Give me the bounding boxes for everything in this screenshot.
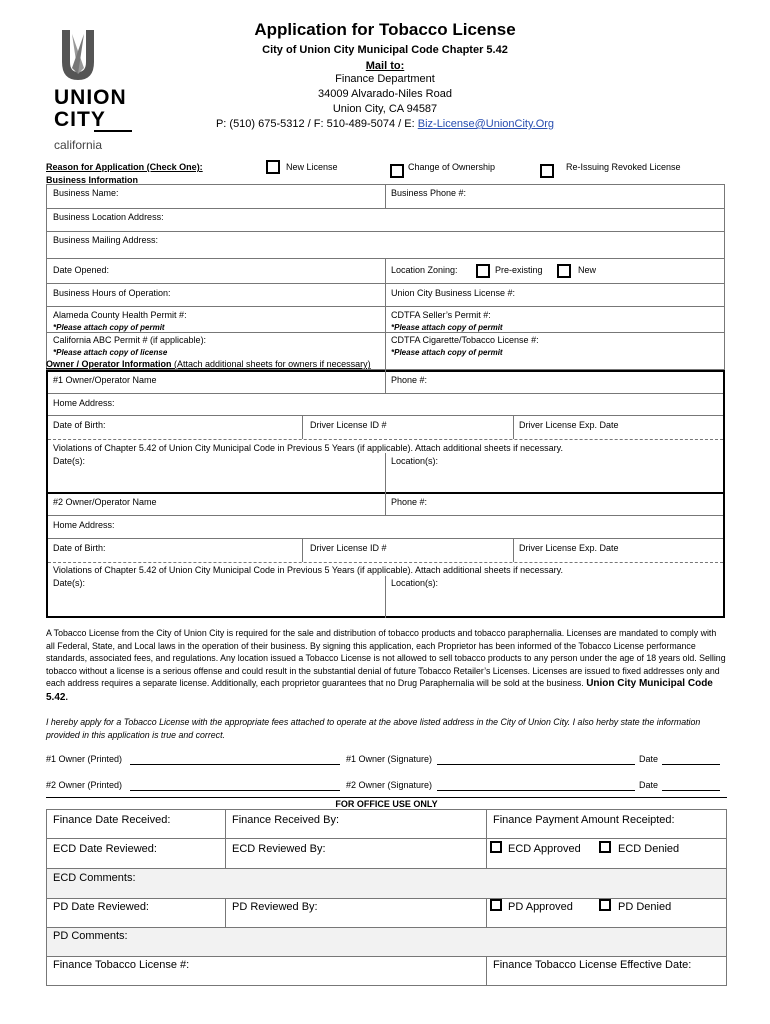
ecd-reviewed-by-field[interactable]: ECD Reviewed By: (232, 843, 326, 855)
pd-reviewed-by-field[interactable]: PD Reviewed By: (232, 901, 318, 913)
owner-2-dl-exp-field[interactable]: Driver License Exp. Date (519, 543, 619, 553)
change-ownership-label: Change of Ownership (408, 162, 496, 172)
finance-license-effective-date-field[interactable]: Finance Tobacco License Effective Date: (493, 959, 692, 971)
logo-word-california: california (54, 138, 103, 152)
owner-2-printed-line[interactable] (130, 790, 340, 791)
owner-1-printed-line[interactable] (130, 764, 340, 765)
legal-paragraph: A Tobacco License from the City of Union City is required for the sale and distribution of tobacco products and tobacco paraphernalia. Licenses are mandated to comply with all Federal, State, and Local laws in the operation of their business. By signing this application, each Proprietor has been informed of the Tobacco License performance standards, associated fees, and regulations. Any location issued a Tobacco License is not allowed to sell tobacco products to any person under the age of 18 years old. Selling tobacco without a license is a serious offense and could result in the substantial denial of future Tobacco Retailer’s Licenses. Licenses are issued to fixed addresses only and each address requires a separate license. Additionally, each proprietor guarantees that no Drug Paraphernalia will be sold at the business. Union City Municipal Code 5.42. (46, 628, 726, 703)
owner-2-date-line[interactable] (662, 790, 720, 791)
attach-permit-note: *Please attach copy of permit (391, 348, 503, 357)
ecd-approved-checkbox[interactable] (490, 841, 502, 853)
ecd-comments-field[interactable]: ECD Comments: (53, 872, 136, 884)
finance-license-number-field[interactable]: Finance Tobacco License #: (53, 959, 190, 971)
owner-2-name-field[interactable]: #2 Owner/Operator Name (53, 497, 157, 507)
owner-2-printed-label: #2 Owner (Printed) (46, 780, 123, 790)
uc-business-license-field[interactable]: Union City Business License #: (391, 288, 516, 298)
pd-comments-field[interactable]: PD Comments: (53, 930, 128, 942)
business-location-field[interactable]: Business Location Address: (53, 212, 164, 222)
change-ownership-checkbox[interactable] (390, 164, 404, 178)
owner-info-heading: Owner / Operator Information (Attach additional sheets for owners if necessary) (46, 359, 371, 369)
union-city-logo (54, 28, 144, 158)
cdtfa-cigarette-field[interactable]: CDTFA Cigarette/Tobacco License #: (391, 335, 539, 345)
reason-label: Reason for Application (Check One): (46, 162, 203, 172)
owner-2-dates-field[interactable]: Date(s): (53, 578, 86, 588)
location-zoning-label: Location Zoning: (391, 265, 458, 275)
mail-street: 34009 Alvarado-Niles Road (318, 88, 452, 100)
logo-word-union: UNION (54, 86, 127, 109)
certification-statement: I hereby apply for a Tobacco License with the appropriate fees attached to operate at the above listed address in the City of Union City. I also herby state the information provided in this application is true and correct. (46, 717, 701, 740)
finance-received-by-field[interactable]: Finance Received By: (232, 814, 339, 826)
municipal-code-ref: Union City Municipal Code 5.42 (46, 678, 713, 703)
mail-city: Union City, CA 94587 (332, 103, 438, 115)
business-hours-field[interactable]: Business Hours of Operation: (53, 288, 171, 298)
health-permit-field[interactable]: Alameda County Health Permit #: (53, 310, 187, 320)
owner-2-dob-field[interactable]: Date of Birth: (53, 543, 106, 553)
business-info-heading: Business Information (46, 175, 139, 185)
owner-1-locations-field[interactable]: Location(s): (391, 456, 439, 466)
logo-word-city: CITY (54, 108, 106, 131)
cdtfa-seller-field[interactable]: CDTFA Seller’s Permit #: (391, 310, 491, 320)
pd-date-reviewed-field[interactable]: PD Date Reviewed: (53, 901, 149, 913)
abc-permit-field[interactable]: California ABC Permit # (if applicable): (53, 335, 207, 345)
owner-1-printed-label: #1 Owner (Printed) (46, 754, 123, 764)
email-link[interactable]: Biz-License@UnionCity.Org (417, 118, 555, 130)
form-header (200, 20, 570, 132)
owner-1-name-field[interactable]: #1 Owner/Operator Name (53, 375, 157, 385)
new-zoning-label: New (578, 265, 597, 275)
new-license-checkbox[interactable] (266, 160, 280, 174)
pd-denied-checkbox[interactable] (599, 899, 611, 911)
ecd-approved-label: ECD Approved (508, 843, 581, 855)
owner-2-locations-field[interactable]: Location(s): (391, 578, 439, 588)
contact-line: P: (510) 675-5312 / F: 510-489-5074 / E: Biz-License@UnionCity.Org (215, 118, 555, 130)
owner-1-home-field[interactable]: Home Address: (53, 398, 115, 408)
attach-permit-note: *Please attach copy of permit (391, 323, 503, 332)
pd-approved-checkbox[interactable] (490, 899, 502, 911)
owner-1-date-label: Date (639, 754, 659, 764)
owner-1-dates-field[interactable]: Date(s): (53, 456, 86, 466)
attach-license-note: *Please attach copy of license (53, 348, 168, 357)
ecd-denied-label: ECD Denied (618, 843, 680, 855)
page-subtitle: City of Union City Municipal Code Chapter 5.42 (262, 44, 508, 56)
business-name-field[interactable]: Business Name: (53, 188, 119, 198)
owner-1-signature-line[interactable] (437, 764, 635, 765)
reissue-revoked-checkbox[interactable] (540, 164, 554, 178)
owner-2-dl-field[interactable]: Driver License ID # (310, 543, 387, 553)
ecd-date-reviewed-field[interactable]: ECD Date Reviewed: (53, 843, 157, 855)
owner-2-signature-label: #2 Owner (Signature) (346, 780, 433, 790)
office-use-heading: FOR OFFICE USE ONLY (335, 799, 438, 809)
owner-1-violations-label: Violations of Chapter 5.42 of Union City Municipal Code in Previous 5 Years (if applicable). Attach additional sheets if necessary. (53, 443, 563, 453)
mail-to-label: Mail to: (365, 60, 405, 72)
finance-payment-amount-field[interactable]: Finance Payment Amount Receipted: (493, 814, 675, 826)
pd-denied-label: PD Denied (618, 901, 672, 913)
new-zoning-checkbox[interactable] (557, 264, 571, 278)
owner-2-date-label: Date (639, 780, 659, 790)
finance-date-received-field[interactable]: Finance Date Received: (53, 814, 171, 826)
pd-approved-label: PD Approved (508, 901, 573, 913)
page-title: Application for Tobacco License (254, 20, 516, 39)
attach-permit-note: *Please attach copy of permit (53, 323, 165, 332)
owner-2-home-field[interactable]: Home Address: (53, 520, 115, 530)
owner-1-dl-exp-field[interactable]: Driver License Exp. Date (519, 420, 619, 430)
owner-1-date-line[interactable] (662, 764, 720, 765)
date-opened-field[interactable]: Date Opened: (53, 265, 110, 275)
business-phone-field[interactable]: Business Phone #: (391, 188, 467, 198)
owner-2-signature-line[interactable] (437, 790, 635, 791)
owner-2-violations-label: Violations of Chapter 5.42 of Union City Municipal Code in Previous 5 Years (if applicable). Attach additional sheets if necessary. (53, 565, 563, 575)
owner-1-phone-field[interactable]: Phone #: (391, 375, 428, 385)
pre-existing-label: Pre-existing (495, 265, 543, 275)
owner-1-signature-label: #1 Owner (Signature) (346, 754, 433, 764)
ecd-denied-checkbox[interactable] (599, 841, 611, 853)
reissue-revoked-label: Re-Issuing Revoked License (566, 162, 681, 172)
owner-2-phone-field[interactable]: Phone #: (391, 497, 428, 507)
new-license-label: New License (286, 162, 338, 172)
mail-dept: Finance Department (335, 73, 435, 85)
business-mailing-field[interactable]: Business Mailing Address: (53, 235, 159, 245)
owner-1-dl-field[interactable]: Driver License ID # (310, 420, 387, 430)
union-city-emblem-icon (58, 28, 98, 82)
owner-1-dob-field[interactable]: Date of Birth: (53, 420, 106, 430)
pre-existing-checkbox[interactable] (476, 264, 490, 278)
